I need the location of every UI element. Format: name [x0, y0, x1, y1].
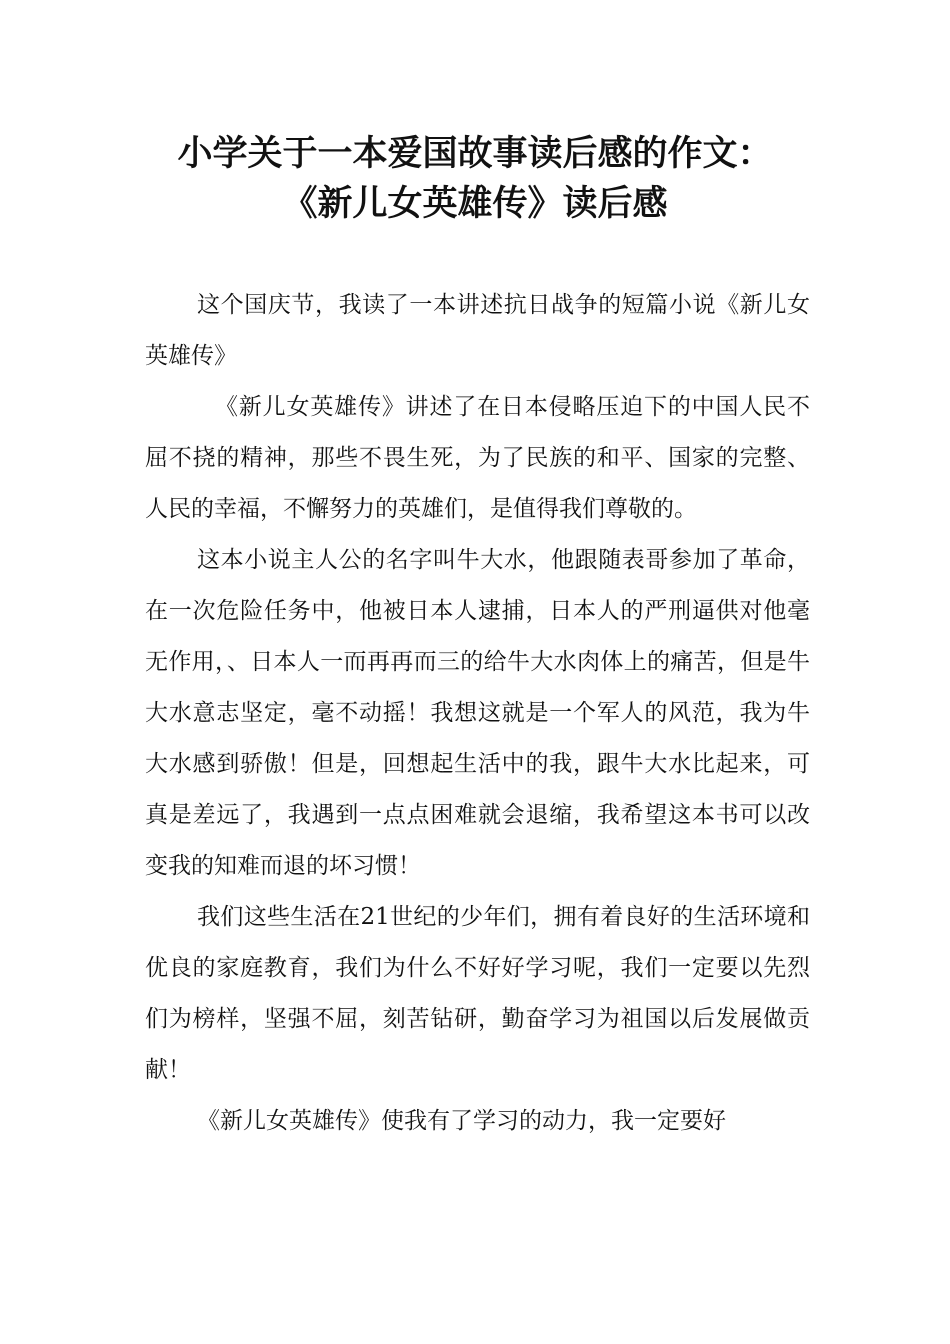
- paragraph: 我们这些生活在21世纪的少年们，拥有着良好的生活环境和优良的家庭教育，我们为什么不好好学习呢，我们一定要以先烈们为榜样，坚强不屈，刻苦钻研，勤奋学习为祖国以后发展做贡献！: [145, 904, 810, 1083]
- document-title-line-2: 《新儿女英雄传》读后感: [282, 184, 668, 224]
- document-body: [145, 280, 810, 1147]
- paragraph: 这本小说主人公的名字叫牛大水，他跟随表哥参加了革命，在一次危险任务中，他被日本人逮捕，日本人的严刑逼供对他毫无作用，、日本人一而再再而三的给牛大水肉体上的痛苦，但是牛大水意志坚定，毫不动摇！我想这就是一个军人的风范，我为牛大水感到骄傲！但是，回想起生活中的我，跟牛大水比起来，可真是差远了，我遇到一点点困难就会退缩，我希望这本书可以改变我的知难而退的坏习惯！: [145, 547, 810, 879]
- paragraph: 《新儿女英雄传》使我有了学习的动力，我一定要好: [197, 1108, 726, 1134]
- paragraph: 《新儿女英雄传》讲述了在日本侵略压迫下的中国人民不屈不挠的精神，那些不畏生死，为了民族的和平、国家的完整、人民的幸福，不懈努力的英雄们，是值得我们尊敬的。: [145, 394, 810, 522]
- paragraph: 这个国庆节，我读了一本讲述抗日战争的短篇小说《新儿女英雄传》: [145, 292, 810, 369]
- document-title-line-1: 小学关于一本爱国故事读后感的作文：: [177, 134, 773, 174]
